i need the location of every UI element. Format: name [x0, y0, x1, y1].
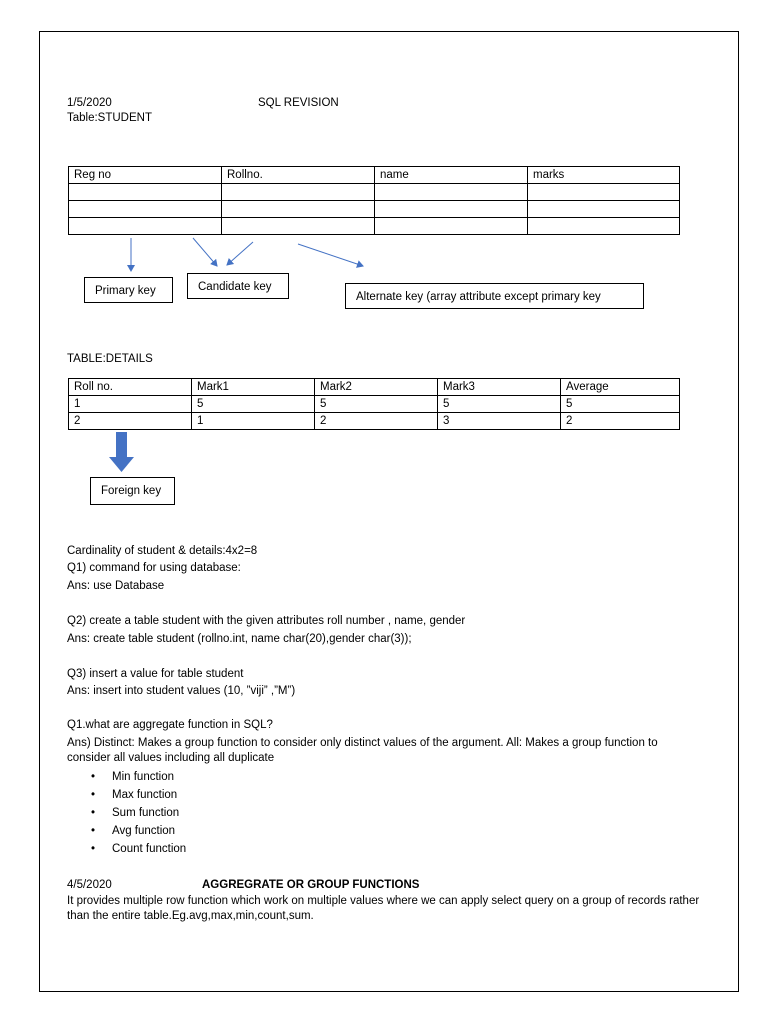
foreign-key-arrow	[109, 432, 134, 472]
table-cell: 5	[315, 396, 438, 413]
table-row	[69, 413, 680, 430]
question-2: Q2) create a table student with the given attributes roll number , name, gender	[67, 615, 466, 627]
alternate-key-arrow	[298, 244, 363, 266]
header-title: SQL REVISION	[258, 97, 339, 109]
cardinality-text: Cardinality of student & details:4x2=8	[67, 545, 258, 557]
column-header: Average	[561, 379, 680, 396]
candidate-key-arrow-left	[193, 238, 217, 266]
table-cell: 2	[561, 413, 680, 430]
list-item: • Avg function	[84, 822, 186, 840]
table-cell: 5	[192, 396, 315, 413]
primary-key-box: Primary key	[84, 277, 173, 303]
question-4: Q1.what are aggregate function in SQL?	[67, 719, 273, 731]
student-table-label: Table:STUDENT	[67, 112, 152, 124]
table-cell: 1	[192, 413, 315, 430]
column-header: Mark2	[315, 379, 438, 396]
list-item: • Max function	[84, 786, 186, 804]
alternate-key-box: Alternate key (array attribute except primary key	[345, 283, 644, 309]
column-header: Roll no.	[69, 379, 192, 396]
column-header: Mark1	[192, 379, 315, 396]
table-cell: 5	[561, 396, 680, 413]
table-header-row	[69, 379, 680, 396]
details-table-label: TABLE:DETAILS	[67, 353, 153, 365]
aggregate-function-list	[84, 768, 186, 858]
table-cell: 3	[438, 413, 561, 430]
header-date: 1/5/2020	[67, 97, 112, 109]
list-item: • Sum function	[84, 804, 186, 822]
candidate-key-arrow-right	[227, 242, 253, 265]
table-row	[69, 396, 680, 413]
column-header: Rollno.	[222, 167, 375, 184]
candidate-key-box: Candidate key	[187, 273, 289, 299]
answer-3: Ans: insert into student values (10, ”viji” ,”M”)	[67, 685, 296, 697]
column-header: Reg no	[69, 167, 222, 184]
section2-date: 4/5/2020	[67, 879, 112, 891]
column-header: name	[375, 167, 528, 184]
answer-4: Ans) Distinct: Makes a group function to consider only distinct values of the argument. All: Makes a group function to consider all values including all duplicate	[67, 737, 658, 764]
table-cell: 1	[69, 396, 192, 413]
answer-2: Ans: create table student (rollno.int, name char(20),gender char(3));	[67, 633, 412, 645]
column-header: marks	[528, 167, 680, 184]
column-header: Mark3	[438, 379, 561, 396]
list-item: • Count function	[84, 840, 186, 858]
table-cell: 2	[69, 413, 192, 430]
foreign-key-box: Foreign key	[90, 477, 175, 505]
section2-body: It provides multiple row function which work on multiple values where we can apply select query on a group of records rather than the entire table.Eg.avg,max,min,count,sum.	[67, 895, 700, 922]
question-3: Q3) insert a value for table student	[67, 668, 244, 680]
question-1: Q1) command for using database:	[67, 562, 241, 574]
section2-title: AGGREGRATE OR GROUP FUNCTIONS	[202, 879, 420, 891]
table-cell: 5	[438, 396, 561, 413]
answer-1: Ans: use Database	[67, 580, 165, 592]
table-cell: 2	[315, 413, 438, 430]
details-table	[68, 378, 680, 430]
list-item: • Min function	[84, 768, 186, 786]
